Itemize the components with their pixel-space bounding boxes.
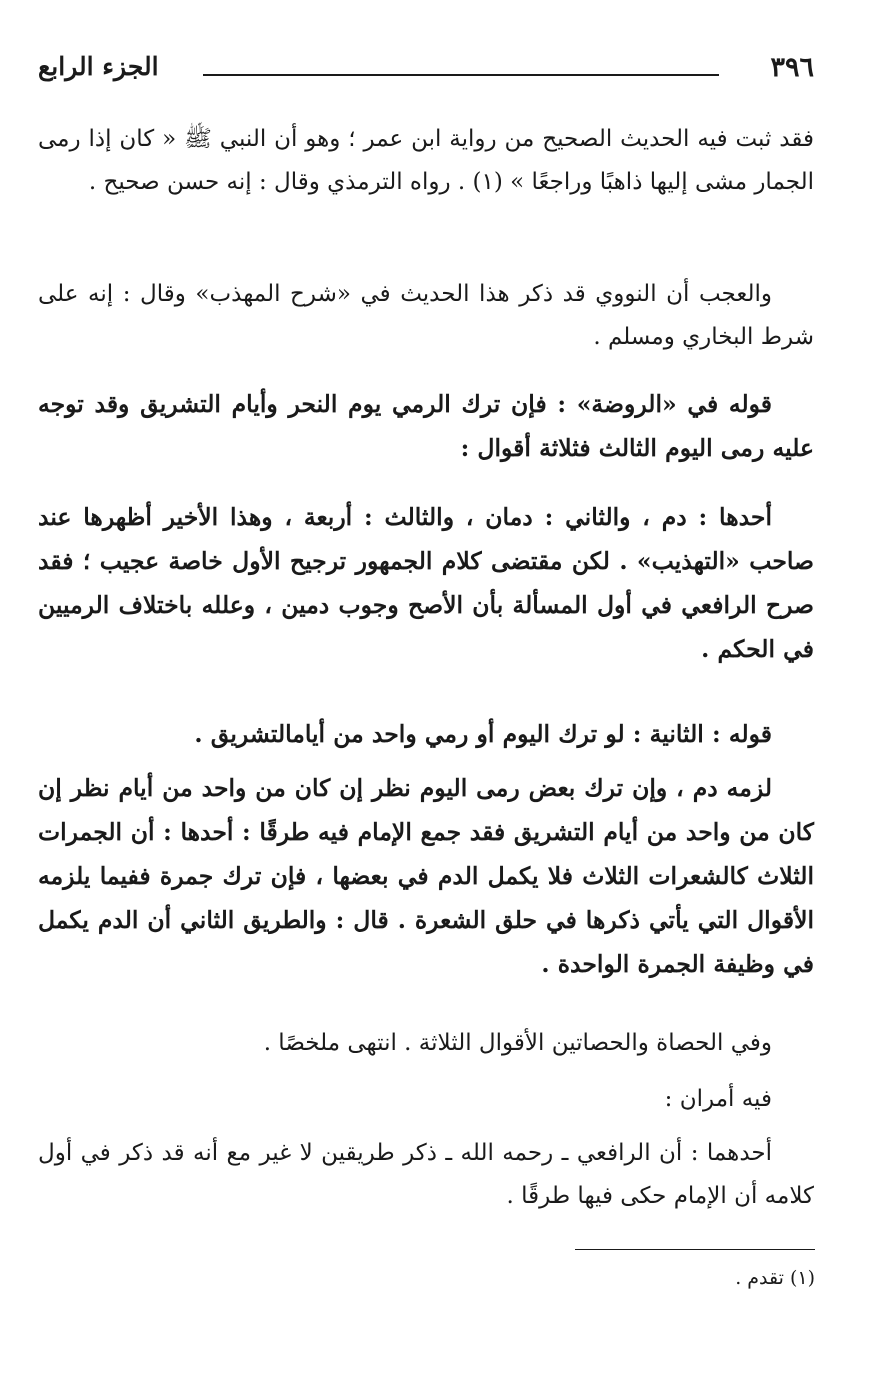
paragraph-5: قوله : الثانية : لو ترك اليوم أو رمي واحد من أيامالتشريق .	[194, 720, 772, 748]
footnote: (١) تقدم .	[735, 1267, 815, 1289]
paragraph-6: لزمه دم ، وإن ترك بعض رمى اليوم نظر إن كان من واحد من أيام نظر إن كان من واحد من أيام التشريق فقد جمع الإمام فيه طرقًا : أحدها : أن الجمرات الثلاث كالشعرات الثلاث فلا يكمل الدم في بعضها ، فإن ترك جمرة ففيما يلزمه الأقوال التي يأتي ذكرها في حلق الشعرة . قال : والطريق الثاني أن الدم يكمل في وظيفة الجمرة الواحدة .	[38, 774, 814, 978]
header-rule	[203, 74, 719, 76]
footnote-rule	[575, 1249, 815, 1250]
paragraph-3: قوله في «الروضة» : فإن ترك الرمي يوم النحر وأيام التشريق وقد توجه عليه رمى اليوم الثالث فثلاثة أقوال :	[38, 390, 814, 462]
paragraph-2: والعجب أن النووي قد ذكر هذا الحديث في «شرح المهذب» وقال : إنه على شرط البخاري ومسلم .	[38, 281, 814, 350]
page-header	[38, 52, 814, 92]
paragraph-8: فيه أمران :	[664, 1086, 772, 1112]
running-title: الجزء الرابع	[38, 52, 159, 81]
paragraph-4: أحدها : دم ، والثاني : دمان ، والثالث : أربعة ، وهذا الأخير أظهرها عند صاحب «التهذيب» . لكن مقتضى كلام الجمهور ترجيح الأول خاصة عجيب ؛ فقد صرح الرافعي في أول المسألة بأن الأصح وجوب دمين ، وعلله باختلاف الرميين في الحكم .	[38, 503, 814, 663]
paragraph-7: وفي الحصاة والحصاتين الأقوال الثلاثة . انتهى ملخصًا .	[263, 1030, 772, 1056]
page-number: ٣٩٦	[770, 52, 814, 83]
paragraph-9: أحدهما : أن الرافعي ـ رحمه الله ـ ذكر طريقين لا غير مع أنه قد ذكر في أول كلامه أن الإمام حكى فيها طرقًا .	[38, 1140, 814, 1209]
paragraph-1: فقد ثبت فيه الحديث الصحيح من رواية ابن عمر ؛ وهو أن النبي ﷺ « كان إذا رمى الجمار مشى إليها ذاهبًا وراجعًا » (١) . رواه الترمذي وقال : إنه حسن صحيح .	[38, 126, 814, 195]
